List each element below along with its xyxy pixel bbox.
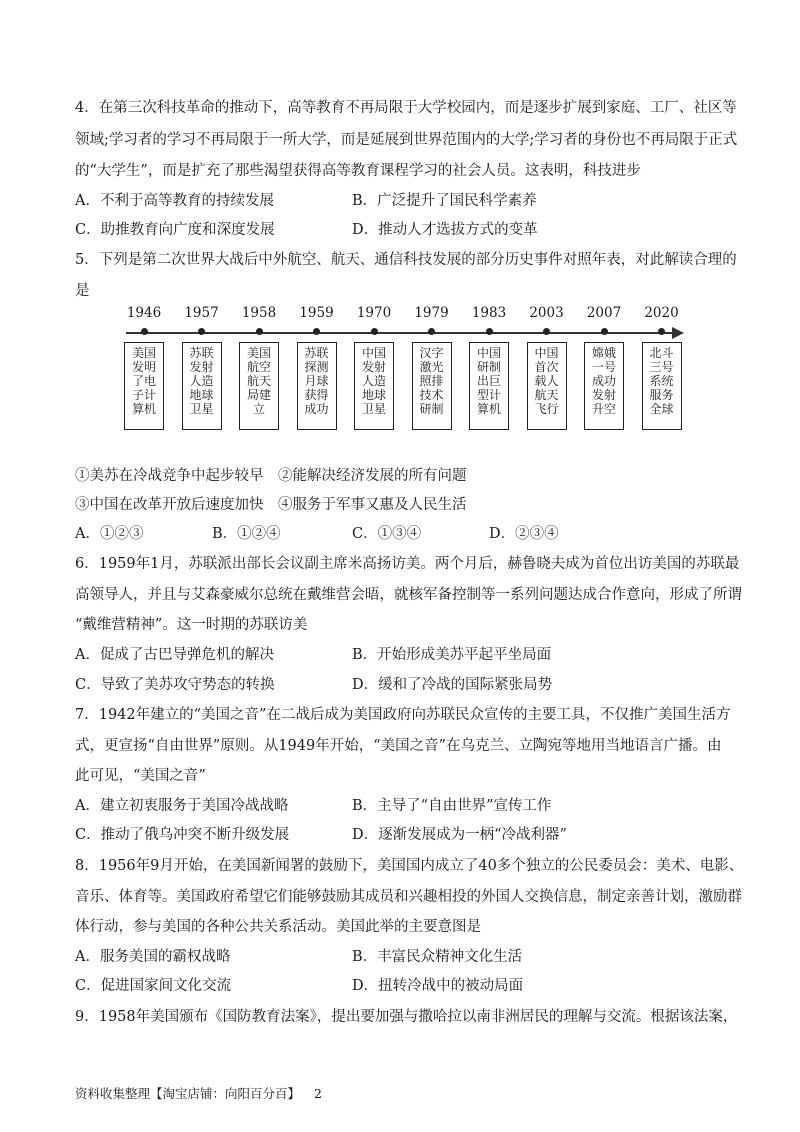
q6-option-c: C．导致了美苏攻守势态的转换 [75, 677, 275, 693]
timeline-year-1957: 1957 [184, 305, 219, 321]
timeline-year-1983: 1983 [471, 305, 507, 321]
q8-option-c: C．促进国家间文化交流 [75, 978, 232, 994]
q4-option-d: D．推动人才选拔方式的变革 [352, 222, 538, 238]
timeline-year-1979: 1979 [414, 305, 449, 321]
q8-option-a: A．服务美国的霸权战略 [75, 949, 231, 965]
q5-line-1: 5．下列是第二次世界大战后中外航空、航天、通信科技发展的部分历史事件对照年表，对此解读合理的 [75, 252, 737, 268]
history-timeline [118, 302, 688, 442]
q4-option-b: B．广泛提升了国民科学素养 [352, 193, 537, 209]
timeline-event-1979: 汉字 激光 照排 技术 研制 [412, 342, 452, 430]
timeline-year-1959: 1959 [299, 305, 334, 321]
q7-line-2: 式，更宣扬“自由世界”原则。从1949年开始，“美国之音”在乌克兰、立陶宛等地用当地语言广播。由 [75, 738, 722, 754]
q8-option-b: B．丰富民众精神文化生活 [352, 949, 523, 965]
timeline-year-1970: 1970 [356, 305, 392, 321]
q6-option-d: D．缓和了冷战的国际紧张局势 [352, 677, 553, 693]
q7-line-3: 此可见，“美国之音” [75, 768, 206, 784]
q4-option-a: A．不利于高等教育的持续发展 [75, 193, 274, 209]
timeline-year-2007: 2007 [586, 305, 622, 321]
q5-option-b: B．①②④ [212, 526, 281, 542]
timeline-event-1983: 中国 研制 出巨 型计 算机 [469, 342, 509, 430]
timeline-event-2007: 嫦娥 一号 成功 发射 升空 [584, 342, 624, 430]
timeline-year-2020: 2020 [644, 305, 679, 321]
timeline-year-2003: 2003 [529, 305, 564, 321]
q6-line-2: 高领导人，并且与艾森豪威尔总统在戴维营会晤，就核军备控制等一系列问题达成合作意向，形成了所谓 [75, 587, 742, 603]
q9-line-1: 9．1958年美国颁布《国防教育法案》，提出要加强与撒哈拉以南非洲居民的理解与交流。根据该法案， [75, 1009, 738, 1025]
timeline-dot-1970 [371, 328, 378, 335]
q4-line-1: 4．在第三次科技革命的推动下，高等教育不再局限于大学校园内，而是逐步扩展到家庭、工厂、社区等 [75, 100, 737, 116]
page-footer [75, 1084, 322, 1102]
q6-line-3: “戴维营精神”。这一时期的苏联访美 [75, 617, 308, 633]
timeline-event-1970: 中国 发射 人造 地球 卫星 [354, 342, 394, 430]
timeline-event-1957: 苏联 发射 人造 地球 卫星 [182, 342, 222, 430]
q4-line-2: 领域;学习者的学习不再局限于一所大学，而是延展到世界范围内的大学;学习者的身份也不再局限于正式 [75, 132, 738, 148]
timeline-dot-1979 [428, 328, 435, 335]
timeline-arrowhead [672, 327, 684, 339]
timeline-dot-1958 [256, 328, 263, 335]
timeline-event-2003: 中国 首次 载人 航天 飞行 [527, 342, 567, 430]
q4-option-c: C．助推教育向广度和深度发展 [75, 222, 275, 238]
q7-option-a: A．建立初衷服务于美国冷战战略 [75, 798, 289, 814]
q5-statement-line-1: ①美苏在冷战竞争中起步较早 ②能解决经济发展的所有问题 [75, 468, 467, 484]
timeline-axis [126, 332, 674, 334]
q4-line-3: 的“大学生”，而是扩充了那些渴望获得高等教育课程学习的社会人员。这表明，科技进步 [75, 163, 641, 179]
q8-line-1: 8．1956年9月开始，在美国新闻署的鼓励下，美国国内成立了40多个独立的公民委员会：美术、电影、 [75, 858, 744, 874]
q5-statement-line-2: ③中国在改革开放后速度加快 ④服务于军事又惠及人民生活 [75, 497, 467, 513]
timeline-dot-1957 [198, 328, 205, 335]
q7-line-1: 7．1942年建立的“美国之音”在二战后成为美国政府向苏联民众宣传的主要工具，不仅推广美国生活方 [75, 707, 731, 723]
timeline-year-1946: 1946 [126, 305, 162, 321]
q5-option-c: C．①③④ [352, 526, 422, 542]
q5-option-d: D．②③④ [489, 526, 559, 542]
page-number: 2 [314, 1086, 322, 1101]
timeline-dot-1946 [141, 328, 148, 335]
timeline-event-1958: 美国 航空 航天 局建 立 [239, 342, 279, 430]
timeline-dot-2007 [601, 328, 608, 335]
timeline-event-2020: 北斗 三号 系统 服务 全球 [642, 342, 682, 430]
q5-line-2: 是 [75, 283, 90, 299]
timeline-dot-2003 [543, 328, 550, 335]
timeline-year-1958: 1958 [241, 305, 277, 321]
footer-source-text: 资料收集整理【淘宝店铺：向阳百分百】 [75, 1086, 301, 1101]
timeline-dot-2020 [658, 328, 665, 335]
q6-option-b: B．开始形成美苏平起平坐局面 [352, 647, 552, 663]
q6-option-a: A．促成了古巴导弹危机的解决 [75, 647, 274, 663]
timeline-dot-1983 [486, 328, 493, 335]
q8-option-d: D．扭转冷战中的被动局面 [352, 978, 524, 994]
timeline-event-1959: 苏联 探测 月球 获得 成功 [297, 342, 337, 430]
timeline-event-1946: 美国 发明 了电 子计 算机 [124, 342, 164, 430]
q8-line-3: 体行动，参与美国的各种公共关系活动。美国此举的主要意图是 [75, 919, 481, 935]
q7-option-c: C．推动了俄乌冲突不断升级发展 [75, 827, 290, 843]
q7-option-d: D．逐渐发展成为一柄“冷战利器” [352, 827, 567, 843]
q8-line-2: 音乐、体育等。美国政府希望它们能够鼓励其成员和兴趣相投的外国人交换信息，制定亲善计划，激励群 [75, 889, 742, 905]
timeline-dot-1959 [313, 328, 320, 335]
q7-option-b: B．主导了“自由世界”宣传工作 [352, 798, 552, 814]
q6-line-1: 6．1959年1月，苏联派出部长会议副主席米高扬访美。两个月后，赫鲁晓夫成为首位出访美国的苏联最 [75, 556, 740, 572]
q5-option-a: A．①②③ [75, 526, 144, 542]
